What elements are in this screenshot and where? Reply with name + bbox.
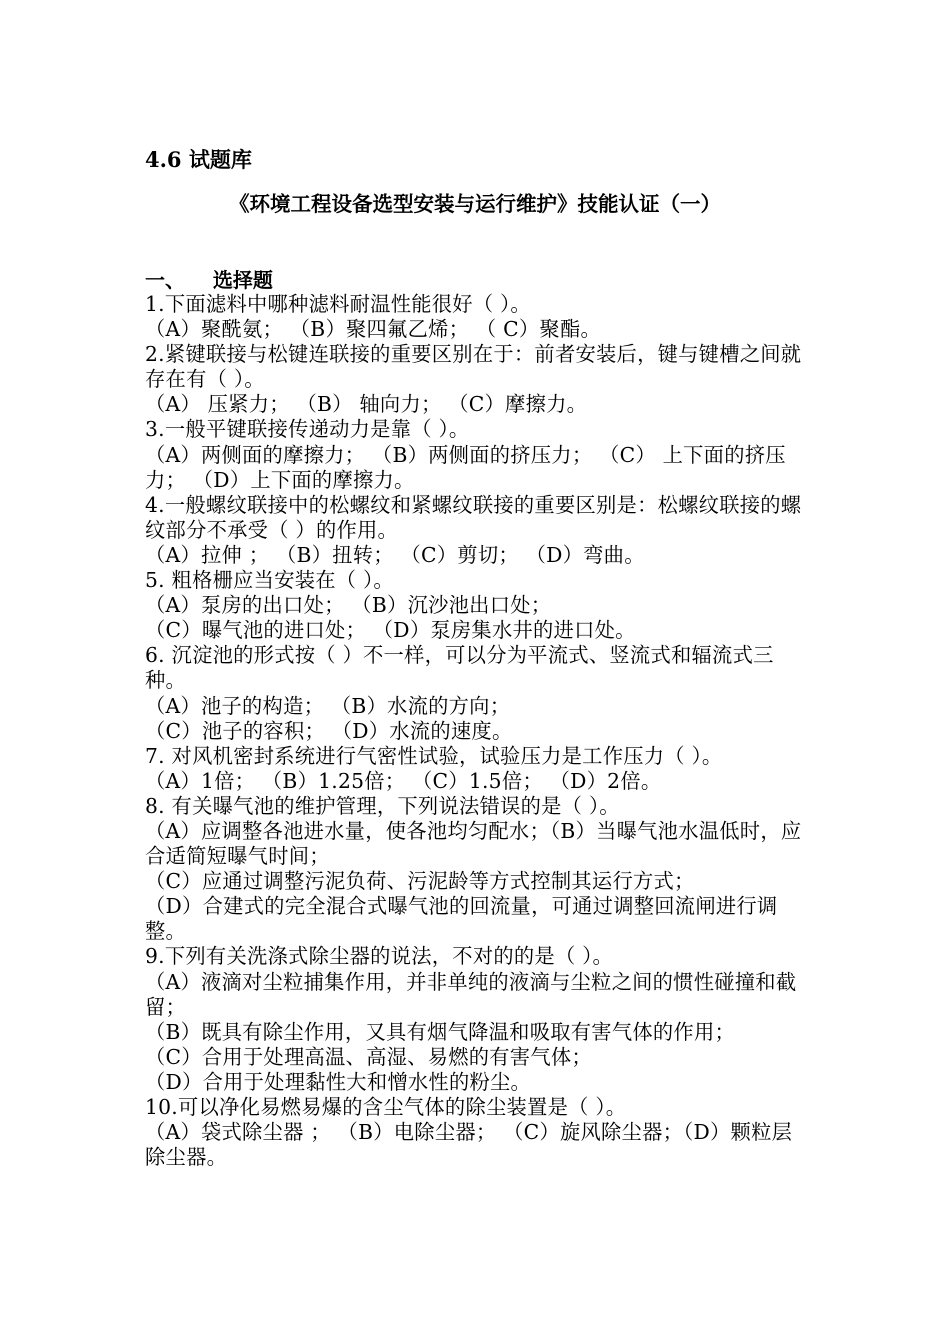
question-line: 10.可以净化易燃易爆的含尘气体的除尘装置是（ ）。: [145, 1095, 627, 1119]
option-line: （A）1倍； （B）1.25倍； （C）1.5倍； （D）2倍。: [145, 768, 662, 793]
option-line: （A）应调整各池进水量，使各池均匀配水；（B）当曝气池水温低时，应合适简短曝气时间；: [145, 818, 802, 869]
question-line: 5. 粗格栅应当安装在（ ）。: [145, 568, 394, 593]
option-line: （D）合用于处理黏性大和憎水性的粉尘。: [145, 1069, 532, 1094]
option-line: （A）泵房的出口处； （B）沉沙池出口处；: [145, 593, 552, 618]
question-list: [145, 292, 809, 1170]
question-line: 6. 沉淀池的形式按（ ）不一样，可以分为平流式、竖流式和辐流式三种。: [145, 643, 774, 693]
document-title: 《环境工程设备选型安装与运行维护》技能认证（一）: [229, 192, 721, 216]
option-line: （C）合用于处理高温、高湿、易燃的有害气体；: [145, 1044, 592, 1069]
option-line: （A）液滴对尘粒捕集作用，并非单纯的液滴与尘粒之间的惯性碰撞和截留；: [145, 969, 797, 1019]
part-heading: 一、 选择题: [145, 268, 273, 292]
option-line: （C）应通过调整污泥负荷、污泥龄等方式控制其运行方式；: [145, 869, 695, 894]
option-line: （A）聚酰氨； （B）聚四氟乙烯； （ C）聚酯。: [145, 317, 602, 342]
question-line: 9.下列有关洗涤式除尘器的说法，不对的的是（ ）。: [145, 944, 614, 969]
option-line: （D）合建式的完全混合式曝气池的回流量，可通过调整回流闸进行调整。: [145, 894, 778, 944]
option-line: （A）拉伸 ； （B）扭转； （C）剪切； （D）弯曲。: [145, 542, 645, 567]
question-line: 4.一般螺纹联接中的松螺纹和紧螺纹联接的重要区别是：松螺纹联接的螺纹部分不承受（ ）的作用。: [145, 492, 802, 542]
question-line: 1.下面滤料中哪种滤料耐温性能很好（ ）。: [145, 292, 531, 316]
option-line: （C）曝气池的进口处； （D）泵房集水井的进口处。: [145, 618, 636, 643]
question-line: 8. 有关曝气池的维护管理，下列说法错误的是（ ）。: [145, 793, 620, 818]
option-line: （B）既具有除尘作用，又具有烟气降温和吸取有害气体的作用；: [145, 1019, 736, 1044]
section-heading: 4.6 试题库: [145, 147, 252, 172]
option-line: （A）两侧面的摩擦力； （B）两侧面的挤压力； （C） 上下面的挤压力； （D）上下面的摩擦力。: [145, 442, 786, 492]
option-line: （A）袋式除尘器 ； （B）电除尘器； （C）旋风除尘器；（D）颗粒层除尘器。: [145, 1120, 793, 1170]
question-line: 2.紧键联接与松键连联接的重要区别在于：前者安装后，键与键槽之间就存在有（ ）。: [145, 342, 802, 392]
option-line: （A） 压紧力； （B） 轴向力； （C）摩擦力。: [145, 392, 588, 417]
question-line: 3.一般平键联接传递动力是靠（ ）。: [145, 417, 470, 442]
option-line: （A）池子的构造； （B）水流的方向；: [145, 693, 511, 718]
option-line: （C）池子的容积； （D）水流的速度。: [145, 718, 513, 743]
question-line: 7. 对风机密封系统进行气密性试验，试验压力是工作压力（ ）。: [145, 743, 723, 768]
